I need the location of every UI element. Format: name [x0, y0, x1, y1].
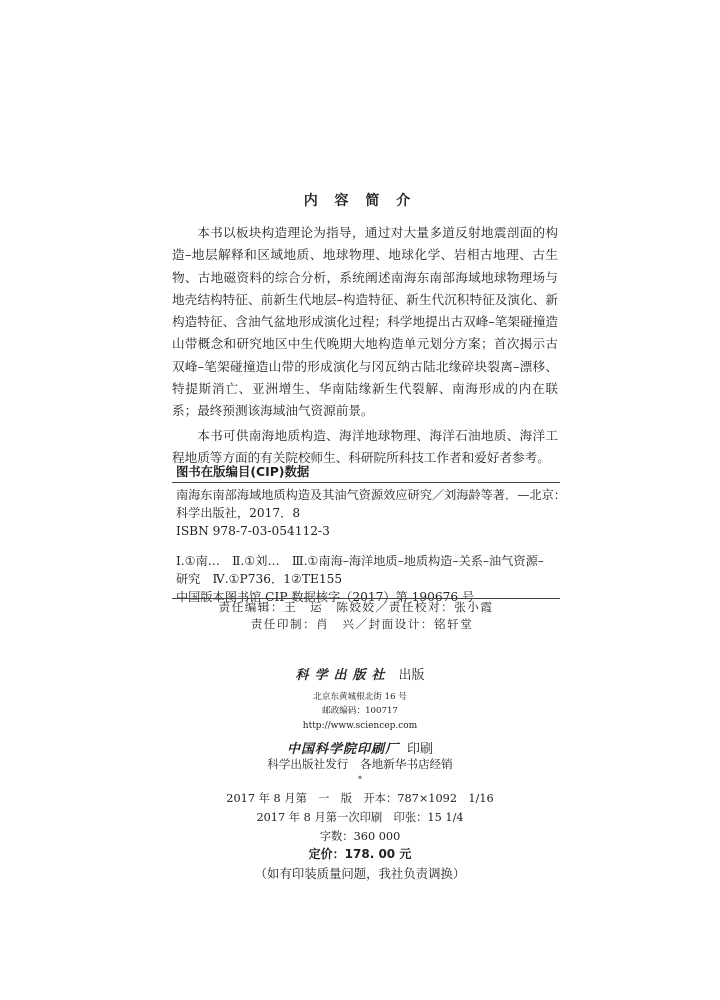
publisher-suffix: 出版 [398, 668, 425, 683]
cip-heading: 图书在版编目(CIP)数据 [176, 464, 310, 479]
publisher-postcode: 邮政编码：100717 [322, 706, 398, 716]
printer-logo: 中国科学院印刷厂 [286, 742, 399, 757]
publisher-url: http://www.sciencep.com [302, 721, 418, 731]
edition-line-1: 2017 年 8 月第 一 版 开本：787×1092 1/16 [226, 792, 494, 805]
printer-line [0, 738, 720, 757]
intro-text [172, 222, 558, 469]
cip-line: Ⅰ.①南… Ⅱ.①刘… Ⅲ.①南海–海洋地质–地质构造–关系–油气资源– [176, 554, 544, 568]
edition-line-2: 2017 年 8 月第一次印刷 印张：15 1/4 [256, 811, 464, 824]
cip-line: 南海东南部海域地质构造及其油气资源效应研究／刘海龄等著．—北京： [176, 488, 566, 502]
publisher-address: 北京东黄城根北街 16 号 [313, 692, 407, 702]
cip-line: 研究 Ⅳ.①P736．1②TE155 [176, 572, 343, 586]
publisher-logo: 科学出版社 [295, 668, 391, 683]
publisher-line [0, 664, 720, 683]
price: 定价：178. 00 元 [308, 847, 412, 861]
cip-spacer [176, 540, 560, 552]
cip-line: ISBN 978-7-03-054112-3 [176, 524, 330, 538]
quality-notice: （如有印装质量问题，我社负责调换） [254, 866, 466, 881]
word-count: 字数：360 000 [319, 830, 401, 843]
production-credits: 责任印制：肖 兴／封面设计：铭轩堂 [250, 617, 474, 631]
distributor-line: 科学出版社发行 各地新华书店经销 [267, 757, 453, 771]
cip-line: 科学出版社，2017．8 [176, 506, 301, 520]
separator-star: * [358, 775, 362, 784]
intro-title: 内 容 简 介 [303, 193, 417, 209]
cip-top-rule [172, 482, 560, 483]
printer-suffix: 印刷 [407, 742, 434, 757]
cip-line: 中国版本图书馆 CIP 数据核字（2017）第 190676 号 [176, 590, 475, 604]
intro-paragraph-1: 本书以板块构造理论为指导，通过对大量多道反射地震剖面的构造–地层解释和区域地质、地球物理、地球化学、岩相古地理、古生物、古地磁资料的综合分析，系统阐述南海东南部海域地球物理场与地壳结构特征、前新生代地层–构造特征、新生代沉积特征及演化、新构造特征、含油气盆地形成演化过程；科学地提出古双峰–笔架碰撞造山带概念和研究地区中生代晚期大地构造单元划分方案；首次揭示古双峰–笔架碰撞造山带的形成演化与冈瓦纳古陆北缘碎块裂离–漂移、特提斯消亡、亚洲增生、华南陆缘新生代裂解、南海形成的内在联系；最终预测该海域油气资源前景。 [172, 225, 558, 419]
editor-credits: 责任编辑：王 运 陈姣姣／责任校对：张小霞 [218, 600, 494, 614]
intro-paragraph-2: 本书可供南海地质构造、海洋地球物理、海洋石油地质、海洋工程地质等方面的有关院校师生、科研院所科技工作者和爱好者参考。 [172, 427, 558, 465]
cip-record [176, 486, 566, 606]
